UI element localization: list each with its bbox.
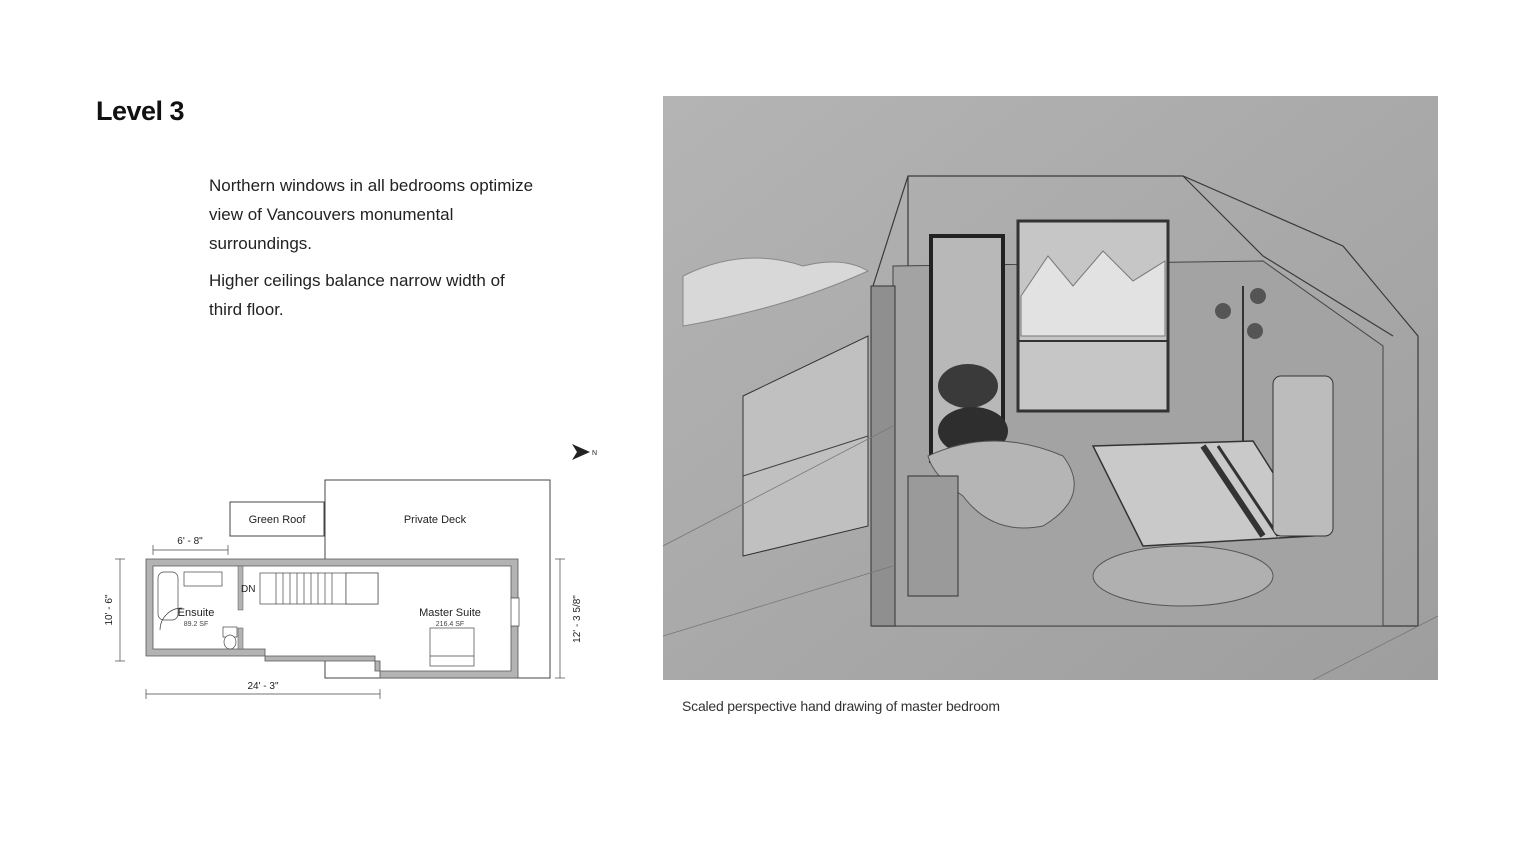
master-suite-label: Master Suite	[419, 607, 481, 619]
description	[209, 171, 539, 332]
floor-plan	[100, 430, 610, 710]
dimension-left: 10' - 6"	[104, 594, 115, 626]
figure-caption: Scaled perspective hand drawing of master bedroom	[682, 698, 1000, 714]
bedroom-sketch	[663, 96, 1438, 680]
ensuite-area: 89.2 SF	[183, 621, 209, 628]
perspective-drawing	[663, 96, 1438, 680]
ensuite-label: Ensuite	[177, 607, 215, 619]
north-arrow-icon	[572, 444, 597, 460]
green-roof-label: Green Roof	[248, 514, 306, 526]
description-paragraph-2: Higher ceilings balance narrow width of third floor.	[209, 271, 505, 319]
master-suite-area: 216.4 SF	[435, 621, 465, 628]
north-label: N	[592, 450, 598, 457]
dimension-top: 6' - 8"	[177, 536, 203, 547]
description-paragraph-1: Northern windows in all bedrooms optimize view of Vancouvers monumental surroundings.	[209, 176, 534, 253]
stair-down-label: DN	[241, 584, 256, 595]
page-title: Level 3	[96, 96, 185, 126]
dimension-right: 12' - 3 5/8"	[572, 595, 583, 643]
bed	[430, 628, 474, 666]
dimension-bottom: 24' - 3"	[247, 681, 279, 692]
private-deck-label: Private Deck	[403, 514, 467, 526]
